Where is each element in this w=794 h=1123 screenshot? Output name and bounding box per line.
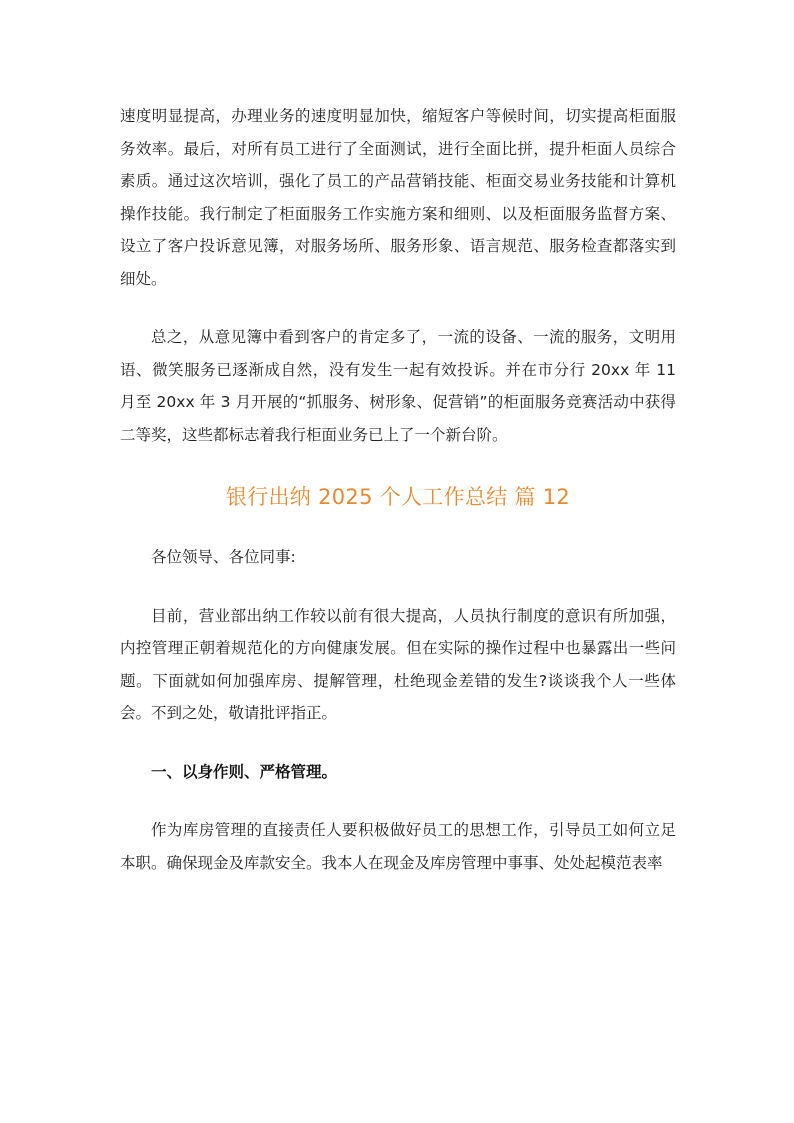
section-title: 银行出纳 2025 个人工作总结 篇 12 bbox=[225, 485, 571, 509]
paragraph-service-efficiency: 速度明显提高，办理业务的速度明显加快，缩短客户等候时间，切实提高柜面服务效率。最后，对所有员工进行了全面测试，进行全面比拼，提升柜面人员综合素质。通过这次培训，强化了员工的产品营销技能、柜面交易业务技能和计算机操作技能。我行制定了柜面服务工作实施方案和细则、以及柜面服务监督方案、设立了客户投诉意见簿，对服务场所、服务形象、语言规范、服务检查都落实到细处。 bbox=[120, 107, 676, 288]
paragraph-vault-management: 作为库房管理的直接责任人要积极做好员工的思想工作，引导员工如何立足本职。确保现金及库款安全。我本人在现金及库房管理中事事、处处起模范表率 bbox=[120, 821, 676, 872]
greeting: 各位领导、各位同事: bbox=[151, 548, 296, 566]
subheading-lead-by-example: 一、以身作则、严格管理。 bbox=[151, 762, 338, 781]
document-body bbox=[120, 100, 676, 879]
paragraph-intro: 目前，营业部出纳工作较以前有很大提高，人员执行制度的意识有所加强，内控管理正朝着规范化的方向健康发展。但在实际的操作过程中也暴露出一些问题。下面就如何加强库房、提解管理，杜绝现金差错的发生?谈谈我个人一些体会。不到之处，敬请批评指正。 bbox=[120, 606, 676, 722]
paragraph-conclusion: 总之，从意见簿中看到客户的肯定多了，一流的设备、一流的服务，文明用语、微笑服务已逐渐成自然，没有发生一起有效投诉。并在市分行 20xx 年 11 月至 20xx 年 3 月开展的“抓服务、树形象、促营销”的柜面服务竞赛活动中获得二等奖，这些都标志着我行柜面业务已上了一个新台阶。 bbox=[120, 328, 676, 444]
